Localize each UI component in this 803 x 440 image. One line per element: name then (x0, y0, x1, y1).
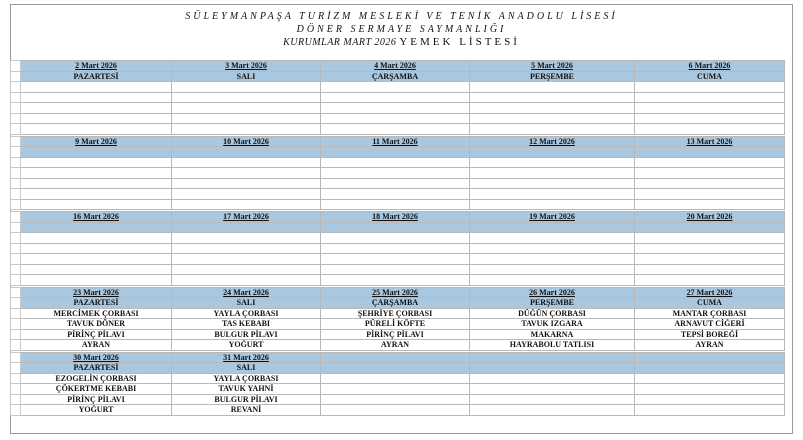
menu-item-cell: HAYRABOLU TATLISI (470, 340, 635, 351)
menu-item-cell (635, 178, 785, 189)
menu-item-cell (321, 373, 470, 384)
day-name-cell: SALI (172, 71, 321, 82)
menu-item-cell (470, 233, 635, 244)
menu-item-cell (172, 254, 321, 265)
menu-row (11, 254, 785, 265)
row-gutter (11, 71, 21, 82)
date-cell: 24 Mart 2026 (172, 287, 321, 298)
menu-item-cell (321, 124, 470, 135)
menu-row (11, 199, 785, 210)
row-gutter (11, 92, 21, 103)
document-header (0, 10, 803, 49)
menu-item-cell (470, 199, 635, 210)
menu-item-cell (635, 92, 785, 103)
menu-row (11, 340, 785, 351)
date-cell: 4 Mart 2026 (321, 61, 470, 72)
menu-item-cell (321, 199, 470, 210)
menu-row (11, 275, 785, 286)
day-name-cell (21, 222, 172, 233)
row-gutter (11, 329, 21, 340)
date-cell: 5 Mart 2026 (470, 61, 635, 72)
date-cell (470, 352, 635, 363)
row-gutter (11, 394, 21, 405)
row-gutter (11, 405, 21, 416)
menu-item-cell (321, 92, 470, 103)
menu-item-cell (21, 168, 172, 179)
day-name-cell (172, 222, 321, 233)
date-cell: 3 Mart 2026 (172, 61, 321, 72)
menu-item-cell (470, 178, 635, 189)
menu-item-cell (635, 405, 785, 416)
day-name-cell: SALI (172, 298, 321, 309)
menu-item-cell (470, 124, 635, 135)
menu-item-cell (21, 178, 172, 189)
menu-row (11, 308, 785, 319)
menu-item-cell (635, 264, 785, 275)
day-name-cell: SALI (172, 363, 321, 374)
menu-item-cell: TEPSİ BOREĞİ (635, 329, 785, 340)
row-gutter (11, 298, 21, 309)
row-gutter (11, 264, 21, 275)
day-name-cell: PERŞEMBE (470, 71, 635, 82)
menu-item-cell (321, 103, 470, 114)
row-gutter (11, 61, 21, 72)
department-name: DÖNER SERMAYE SAYMANLIĞI (296, 24, 507, 35)
menu-item-cell (470, 189, 635, 200)
menu-row (11, 233, 785, 244)
date-cell: 6 Mart 2026 (635, 61, 785, 72)
menu-item-cell: DÜĞÜN ÇORBASI (470, 308, 635, 319)
menu-item-cell: YOĞURT (21, 405, 172, 416)
menu-row (11, 319, 785, 330)
date-cell: 25 Mart 2026 (321, 287, 470, 298)
row-gutter (11, 103, 21, 114)
menu-item-cell: PİRİNÇ PİLAVI (321, 329, 470, 340)
menu-row (11, 92, 785, 103)
menu-row (11, 329, 785, 340)
date-cell: 11 Mart 2026 (321, 136, 470, 147)
day-name-cell (635, 147, 785, 158)
row-gutter (11, 113, 21, 124)
day-name-cell (635, 363, 785, 374)
menu-item-cell (321, 82, 470, 93)
week-day-row (11, 298, 785, 309)
menu-item-cell (635, 373, 785, 384)
menu-item-cell: AYRAN (635, 340, 785, 351)
menu-item-cell (470, 243, 635, 254)
menu-item-cell: TAVUK IZGARA (470, 319, 635, 330)
row-gutter (11, 243, 21, 254)
row-gutter (11, 136, 21, 147)
menu-item-cell: YAYLA ÇORBASI (172, 308, 321, 319)
menu-item-cell: BULGUR PİLAVI (172, 394, 321, 405)
menu-item-cell (21, 113, 172, 124)
menu-item-cell (321, 394, 470, 405)
day-name-cell: PAZARTESİ (21, 363, 172, 374)
day-name-cell (321, 147, 470, 158)
menu-item-cell (172, 275, 321, 286)
menu-item-cell: REVANİ (172, 405, 321, 416)
menu-item-cell (21, 157, 172, 168)
menu-item-cell (635, 199, 785, 210)
row-gutter (11, 352, 21, 363)
row-gutter (11, 189, 21, 200)
menu-item-cell (21, 275, 172, 286)
menu-item-cell (172, 157, 321, 168)
row-gutter (11, 147, 21, 158)
menu-item-cell (21, 243, 172, 254)
menu-item-cell (321, 275, 470, 286)
menu-title-month: KURUMLAR MART 2026 (283, 37, 397, 48)
menu-item-cell (470, 394, 635, 405)
week-date-row (11, 212, 785, 223)
row-gutter (11, 82, 21, 93)
menu-item-cell: AYRAN (21, 340, 172, 351)
week-day-row (11, 71, 785, 82)
menu-item-cell (321, 178, 470, 189)
date-cell: 2 Mart 2026 (21, 61, 172, 72)
menu-item-cell: MERCİMEK ÇORBASI (21, 308, 172, 319)
menu-item-cell: PİRİNÇ PİLAVI (21, 329, 172, 340)
menu-row (11, 168, 785, 179)
menu-item-cell (635, 394, 785, 405)
row-gutter (11, 199, 21, 210)
menu-row (11, 405, 785, 416)
menu-item-cell (172, 178, 321, 189)
menu-item-cell (635, 113, 785, 124)
school-name: SÜLEYMANPAŞA TURİZM MESLEKİ VE TENİK ANADOLU LİSESİ (185, 11, 618, 22)
menu-row (11, 124, 785, 135)
menu-item-cell (172, 243, 321, 254)
menu-item-cell: TAS KEBABI (172, 319, 321, 330)
date-cell: 27 Mart 2026 (635, 287, 785, 298)
menu-item-cell (172, 264, 321, 275)
day-name-cell (635, 222, 785, 233)
row-gutter (11, 275, 21, 286)
date-cell: 26 Mart 2026 (470, 287, 635, 298)
menu-item-cell (470, 405, 635, 416)
day-name-cell: PERŞEMBE (470, 298, 635, 309)
menu-item-cell: ARNAVUT CİĞERİ (635, 319, 785, 330)
date-cell: 23 Mart 2026 (21, 287, 172, 298)
menu-item-cell (172, 124, 321, 135)
week-date-row (11, 352, 785, 363)
menu-item-cell (21, 199, 172, 210)
menu-item-cell (21, 92, 172, 103)
row-gutter (11, 212, 21, 223)
menu-row (11, 157, 785, 168)
menu-item-cell (635, 243, 785, 254)
menu-item-cell: YAYLA ÇORBASI (172, 373, 321, 384)
menu-item-cell (172, 113, 321, 124)
menu-item-cell (172, 92, 321, 103)
menu-item-cell (21, 254, 172, 265)
menu-row (11, 189, 785, 200)
menu-item-cell (21, 124, 172, 135)
menu-item-cell (321, 405, 470, 416)
menu-item-cell (172, 199, 321, 210)
row-gutter (11, 340, 21, 351)
menu-item-cell (172, 103, 321, 114)
menu-row (11, 373, 785, 384)
menu-item-cell (321, 157, 470, 168)
row-gutter (11, 168, 21, 179)
menu-item-cell: MANTAR ÇORBASI (635, 308, 785, 319)
menu-item-cell (321, 264, 470, 275)
menu-item-cell (172, 82, 321, 93)
day-name-cell: ÇARŞAMBA (321, 298, 470, 309)
menu-item-cell: BULGUR PİLAVI (172, 329, 321, 340)
menu-row (11, 264, 785, 275)
menu-item-cell: TAVUK DÖNER (21, 319, 172, 330)
menu-title-list: YEMEK LİSTESİ (399, 36, 520, 48)
menu-item-cell: ÇÖKERTME KEBABI (21, 384, 172, 395)
menu-item-cell (635, 157, 785, 168)
menu-row (11, 113, 785, 124)
day-name-cell: CUMA (635, 71, 785, 82)
row-gutter (11, 233, 21, 244)
menu-item-cell (470, 254, 635, 265)
week-date-row (11, 287, 785, 298)
row-gutter (11, 287, 21, 298)
day-name-cell (470, 147, 635, 158)
date-cell: 20 Mart 2026 (635, 212, 785, 223)
menu-row (11, 103, 785, 114)
menu-item-cell (321, 243, 470, 254)
row-gutter (11, 178, 21, 189)
menu-item-cell (470, 157, 635, 168)
day-name-cell: PAZARTESİ (21, 71, 172, 82)
menu-item-cell (635, 189, 785, 200)
menu-item-cell (470, 82, 635, 93)
day-name-cell (21, 147, 172, 158)
menu-item-cell (635, 233, 785, 244)
menu-item-cell (635, 124, 785, 135)
week-date-row (11, 61, 785, 72)
menu-item-cell (635, 384, 785, 395)
menu-item-cell (635, 275, 785, 286)
menu-item-cell: MAKARNA (470, 329, 635, 340)
menu-item-cell (470, 92, 635, 103)
day-name-cell (470, 363, 635, 374)
row-gutter (11, 157, 21, 168)
menu-item-cell: PÜRELİ KÖFTE (321, 319, 470, 330)
menu-item-cell (635, 254, 785, 265)
menu-item-cell: PİRİNÇ PİLAVI (21, 394, 172, 405)
week-day-row (11, 222, 785, 233)
date-cell: 10 Mart 2026 (172, 136, 321, 147)
menu-item-cell (470, 373, 635, 384)
menu-item-cell (321, 254, 470, 265)
menu-item-cell (470, 103, 635, 114)
menu-row (11, 178, 785, 189)
menu-row (11, 82, 785, 93)
menu-item-cell: TAVUK YAHNİ (172, 384, 321, 395)
date-cell: 31 Mart 2026 (172, 352, 321, 363)
menu-item-cell (321, 168, 470, 179)
menu-row (11, 243, 785, 254)
menu-item-cell (470, 168, 635, 179)
row-gutter (11, 124, 21, 135)
menu-row (11, 394, 785, 405)
menu-item-cell (172, 168, 321, 179)
menu-title (0, 36, 803, 49)
menu-item-cell (172, 233, 321, 244)
date-cell: 17 Mart 2026 (172, 212, 321, 223)
day-name-cell (321, 222, 470, 233)
day-name-cell: CUMA (635, 298, 785, 309)
date-cell: 30 Mart 2026 (21, 352, 172, 363)
menu-item-cell (21, 233, 172, 244)
date-cell: 16 Mart 2026 (21, 212, 172, 223)
menu-item-cell (470, 275, 635, 286)
menu-item-cell: YOĞURT (172, 340, 321, 351)
menu-item-cell (172, 189, 321, 200)
date-cell: 18 Mart 2026 (321, 212, 470, 223)
week-day-row (11, 363, 785, 374)
row-gutter (11, 373, 21, 384)
menu-item-cell (470, 113, 635, 124)
date-cell: 19 Mart 2026 (470, 212, 635, 223)
menu-item-cell (21, 103, 172, 114)
row-gutter (11, 254, 21, 265)
menu-item-cell (21, 82, 172, 93)
date-cell (635, 352, 785, 363)
row-gutter (11, 363, 21, 374)
day-name-cell (172, 147, 321, 158)
menu-item-cell (21, 264, 172, 275)
date-cell: 9 Mart 2026 (21, 136, 172, 147)
day-name-cell: PAZARTESİ (21, 298, 172, 309)
menu-table (10, 60, 785, 416)
menu-item-cell (321, 113, 470, 124)
row-gutter (11, 222, 21, 233)
menu-item-cell (321, 384, 470, 395)
menu-row (11, 384, 785, 395)
row-gutter (11, 308, 21, 319)
menu-item-cell (321, 233, 470, 244)
day-name-cell: ÇARŞAMBA (321, 71, 470, 82)
date-cell: 12 Mart 2026 (470, 136, 635, 147)
week-date-row (11, 136, 785, 147)
date-cell: 13 Mart 2026 (635, 136, 785, 147)
menu-item-cell: AYRAN (321, 340, 470, 351)
menu-item-cell (321, 189, 470, 200)
week-day-row (11, 147, 785, 158)
menu-item-cell: EZOGELİN ÇORBASI (21, 373, 172, 384)
menu-item-cell: ŞEHRİYE ÇORBASI (321, 308, 470, 319)
menu-item-cell (635, 82, 785, 93)
menu-item-cell (635, 168, 785, 179)
row-gutter (11, 319, 21, 330)
day-name-cell (470, 222, 635, 233)
date-cell (321, 352, 470, 363)
menu-item-cell (635, 103, 785, 114)
menu-item-cell (470, 384, 635, 395)
menu-item-cell (21, 189, 172, 200)
day-name-cell (321, 363, 470, 374)
row-gutter (11, 384, 21, 395)
menu-item-cell (470, 264, 635, 275)
